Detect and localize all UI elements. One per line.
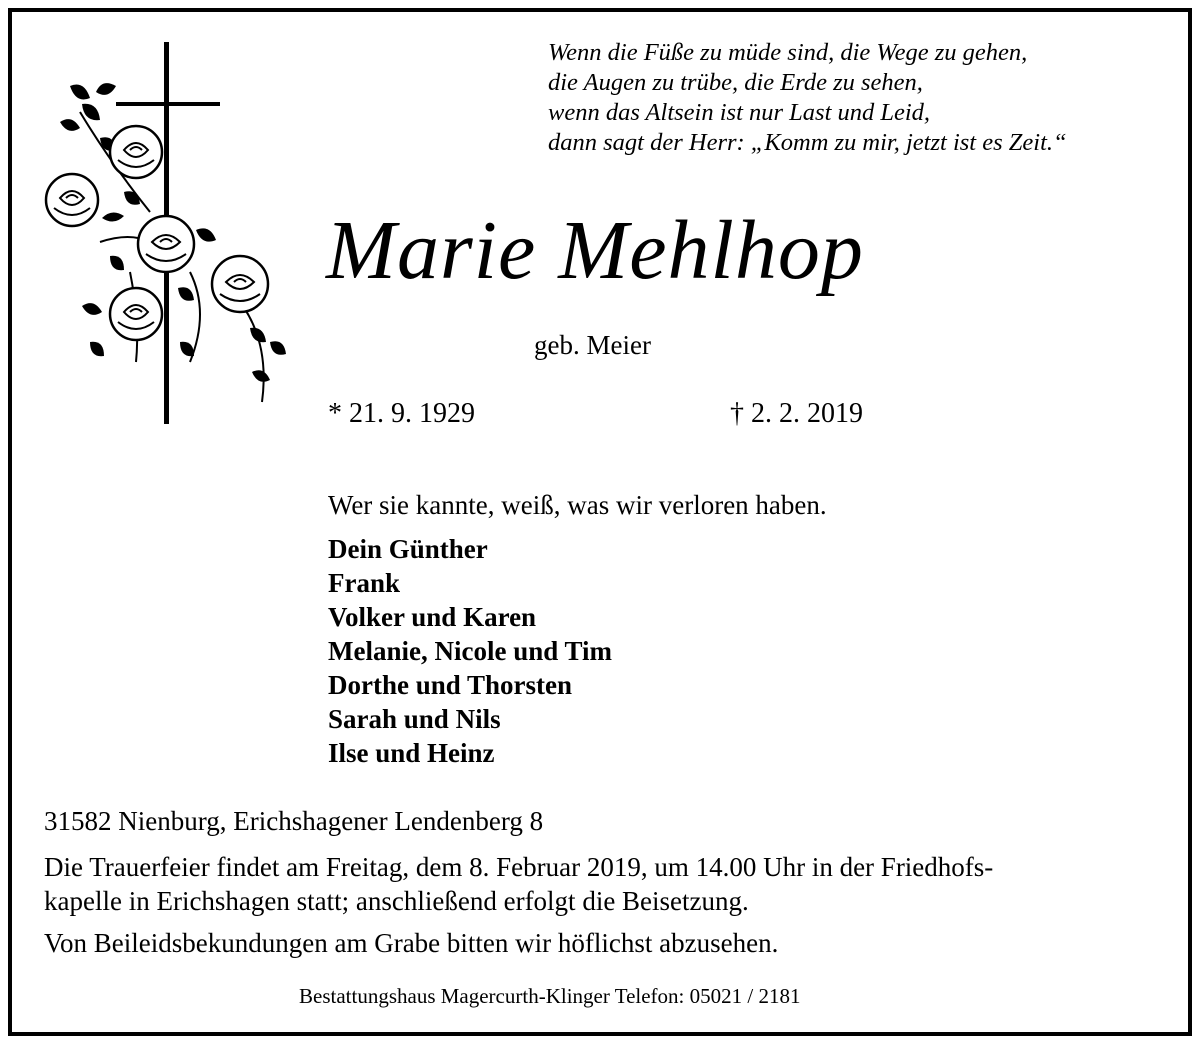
family-address: 31582 Nienburg, Erichshagener Lendenberg 8 xyxy=(44,806,544,836)
funeral-home-contact: Bestattungshaus Magercurth-Klinger Telefon: 05021 / 2181 xyxy=(299,984,801,1008)
poem-line: wenn das Altsein ist nur Last und Leid, xyxy=(548,99,931,126)
service-line: kapelle in Erichshagen statt; anschließend erfolgt die Beisetzung. xyxy=(44,886,749,916)
poem-line: Wenn die Füße zu müde sind, die Wege zu gehen, xyxy=(548,39,1028,66)
poem-line: die Augen zu trübe, die Erde zu sehen, xyxy=(548,69,923,96)
mourner-name: Frank xyxy=(328,568,401,598)
mourner-name: Volker und Karen xyxy=(328,602,537,632)
death-date: † 2. 2. 2019 xyxy=(730,398,863,429)
funeral-service-info xyxy=(44,850,1164,918)
mourners-list xyxy=(328,532,612,770)
cross-with-roses-icon xyxy=(40,42,310,428)
memorial-poem xyxy=(548,38,1067,158)
mourner-name: Sarah und Nils xyxy=(328,704,501,734)
mourner-name: Melanie, Nicole und Tim xyxy=(328,636,613,666)
maiden-name: geb. Meier xyxy=(534,330,651,360)
mourner-name: Dorthe und Thorsten xyxy=(328,670,573,700)
deceased-name: Marie Mehlhop xyxy=(326,204,864,297)
mourner-name: Dein Günther xyxy=(328,534,488,564)
mourning-quote: Wer sie kannte, weiß, was wir verloren haben. xyxy=(328,490,827,520)
poem-line: dann sagt der Herr: „Komm zu mir, jetzt ist es Zeit.“ xyxy=(548,129,1067,156)
birth-date: * 21. 9. 1929 xyxy=(328,398,475,429)
mourner-name: Ilse und Heinz xyxy=(328,738,495,768)
service-line: Die Trauerfeier findet am Freitag, dem 8. Februar 2019, um 14.00 Uhr in der Friedhofs- xyxy=(44,852,994,882)
condolence-note: Von Beileidsbekundungen am Grabe bitten wir höflichst abzusehen. xyxy=(44,928,779,958)
